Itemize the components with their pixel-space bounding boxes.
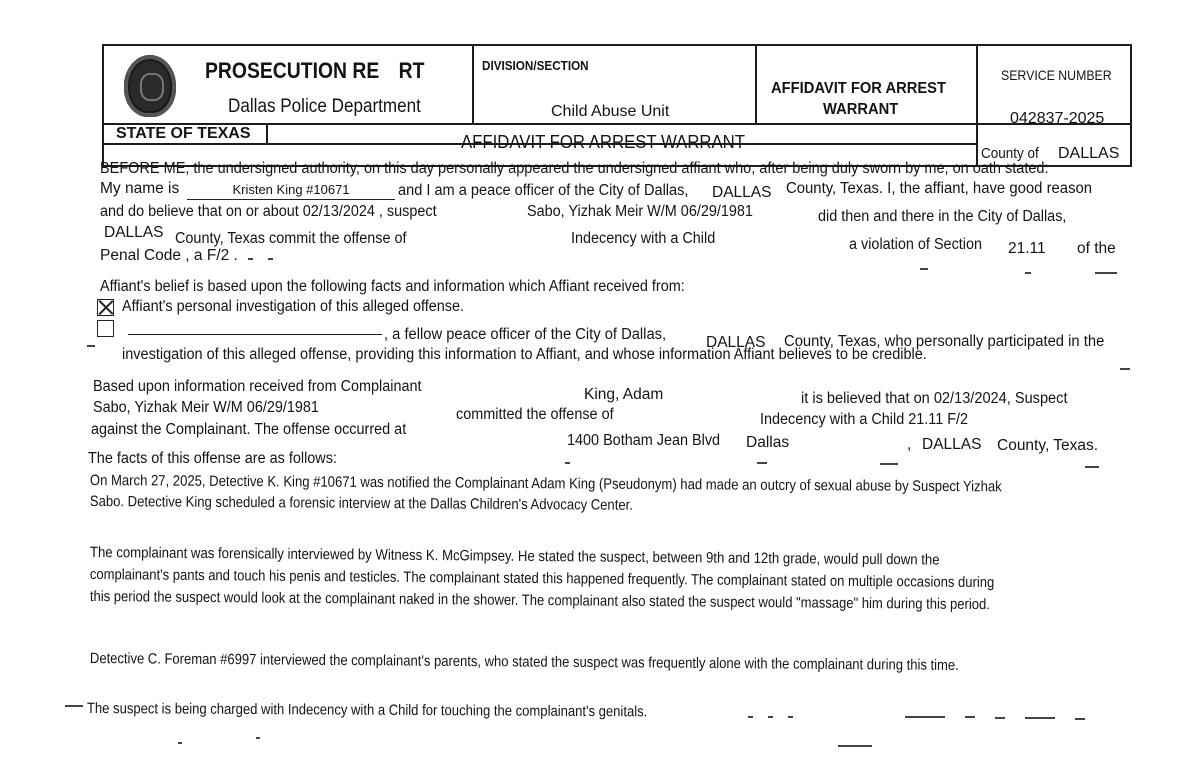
form-title: AFFIDAVIT FOR ARREST WARRANT <box>461 132 745 152</box>
belief-option-2: , a fellow peace officer of the City of Dallas, <box>384 326 667 343</box>
header-divider <box>266 123 268 143</box>
report-title: PROSECUTION RE RT <box>205 58 425 83</box>
division-value: Child Abuse Unit <box>551 103 670 120</box>
my-name-label: My name is <box>100 180 180 197</box>
header-divider <box>102 123 1130 125</box>
intro-offense: Indecency with a Child <box>571 230 716 247</box>
intro-line-2-tail: County, Texas. I, the affiant, have good reason <box>786 180 1093 197</box>
service-number-label: SERVICE NUMBER <box>1001 67 1112 83</box>
header-divider <box>976 44 978 165</box>
fellow-officer-name-field[interactable] <box>128 333 382 335</box>
offense-address: 1400 Botham Jean Blvd <box>567 432 721 449</box>
belief-intro: Affiant's belief is based upon the following facts and information which Affiant received from: <box>100 278 685 295</box>
county-label: County of <box>981 145 1039 162</box>
facts-p2-line-2: complainant's pants and touch his penis and testicles. The complainant stated this happened frequently. The complainant stated on multiple occasions during <box>89 566 995 592</box>
complainant-line-2: committed the offense of <box>456 406 614 423</box>
facts-p3: Detective C. Foreman #6997 interviewed the complainant's parents, who stated the suspect was frequently alone with the complainant during this time. <box>89 650 959 674</box>
affiant-name: Kristen King #10671 <box>232 182 350 197</box>
belief-option-2-county: DALLAS <box>706 334 766 351</box>
belief-option-2-line-2: investigation of this alleged offense, providing this information to Affiant, and whose information Affiant believes to be credible. <box>122 346 927 363</box>
intro-section: 21.11 <box>1008 240 1046 257</box>
police-seal-logo <box>124 55 176 117</box>
intro-suspect: Sabo, Yizhak Meir W/M 06/29/1981 <box>527 203 753 220</box>
intro-line-3-tail: did then and there in the City of Dallas, <box>818 208 1067 225</box>
belief-option-2-tail: County, Texas, who personally participated in the <box>784 333 1105 350</box>
offense-county: DALLAS <box>922 436 982 453</box>
intro-county-2: DALLAS <box>104 224 164 241</box>
facts-p1-line-1: On March 27, 2025, Detective K. King #10671 was notified the Complainant Adam King (Pseudonym) had made an outcry of sexual abuse by Suspect Yizhak <box>89 472 1002 496</box>
state-label: STATE OF TEXAS <box>116 125 251 142</box>
facts-p4: The suspect is being charged with Indecency with a Child for touching the complainant's genitals. <box>86 700 648 721</box>
intro-line-1: BEFORE ME, the undersigned authority, on this day personally appeared the undersigned affiant who, after being duly sworn by me, on oath stated: <box>100 160 1049 177</box>
service-number-value: 042837-2025 <box>1010 110 1105 127</box>
doc-type-line1: AFFIDAVIT FOR ARREST <box>771 80 947 97</box>
offense-county-tail: County, Texas. <box>997 437 1099 454</box>
complainant-offense: Indecency with a Child 21.11 F/2 <box>760 411 969 428</box>
intro-county-1: DALLAS <box>712 184 772 201</box>
doc-type-line2: WARRANT <box>823 101 899 118</box>
complainant-suspect: Sabo, Yizhak Meir W/M 06/29/1981 <box>93 399 319 416</box>
offense-city: Dallas <box>746 434 790 451</box>
offense-comma: , <box>907 436 912 453</box>
complainant-line-3: against the Complainant. The offense occurred at <box>91 421 407 438</box>
personal-investigation-checkbox[interactable] <box>97 299 114 316</box>
belief-option-1: Affiant's personal investigation of this alleged offense. <box>122 298 465 315</box>
facts-p2-line-3: this period the suspect would look at the complainant naked in the shower. The complainant also stated the suspect would "massage" him during this period. <box>89 588 990 614</box>
header-divider <box>755 44 757 125</box>
fellow-officer-checkbox[interactable] <box>97 320 114 337</box>
facts-p2-line-1: The complainant was forensically interviewed by Witness K. McGimpsey. He stated the suspect, between 9th and 12th grade, would pull down the <box>89 544 940 569</box>
intro-line-5: Penal Code , a F/2 . <box>100 247 238 264</box>
division-label: DIVISION/SECTION <box>482 58 589 73</box>
department-name: Dallas Police Department <box>228 96 421 117</box>
intro-line-3: and do believe that on or about 02/13/2024 , suspect <box>100 203 437 220</box>
facts-heading: The facts of this offense are as follows: <box>88 450 337 467</box>
intro-line-4: County, Texas commit the offense of <box>175 230 407 247</box>
intro-line-2: and I am a peace officer of the City of Dallas, <box>398 182 689 199</box>
intro-line-4-tail: a violation of Section <box>849 236 983 253</box>
complainant-name: King, Adam <box>584 386 664 403</box>
affiant-name-field <box>187 182 395 200</box>
intro-line-4-end: of the <box>1077 240 1116 257</box>
facts-p1-line-2: Sabo. Detective King scheduled a forensic interview at the Dallas Children's Advocacy Center. <box>89 493 633 514</box>
header-divider <box>472 44 474 125</box>
complainant-line-1: Based upon information received from Complainant <box>93 378 422 395</box>
complainant-line-1-tail: it is believed that on 02/13/2024, Suspect <box>801 390 1068 407</box>
county-value: DALLAS <box>1058 145 1120 162</box>
